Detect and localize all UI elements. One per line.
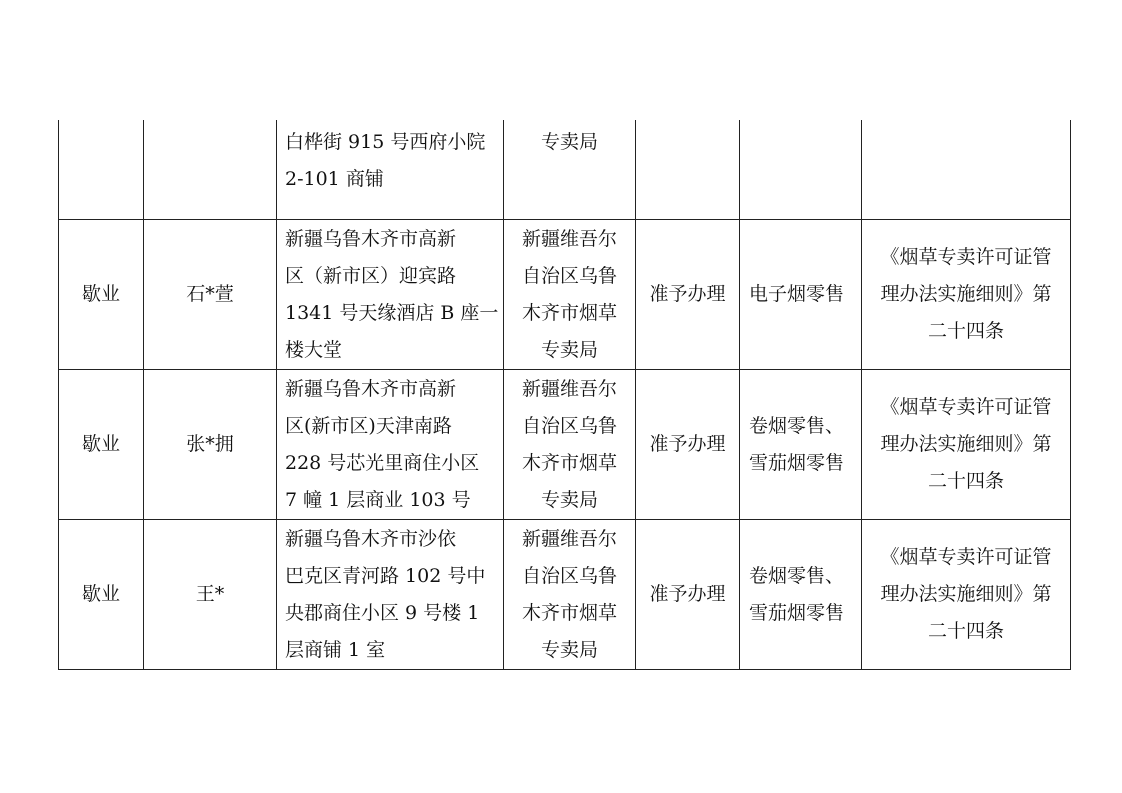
basis-line: 二十四条 <box>927 470 1004 492</box>
address-cell <box>277 370 504 520</box>
scope-cell <box>740 220 862 370</box>
basis-line: 二十四条 <box>927 620 1004 642</box>
basis-line: 理办法实施细则》第 <box>880 283 1052 305</box>
name-cell: 王* <box>144 520 277 670</box>
address-line: 区(新市区)天津南路 <box>285 414 452 437</box>
table-row <box>59 120 1071 220</box>
address-line: 新疆乌鲁木齐市沙依 <box>285 527 457 550</box>
authority-line: 新疆维吾尔 <box>521 527 617 550</box>
scope-line: 电子烟零售 <box>749 283 845 305</box>
authority-cell <box>504 120 636 220</box>
basis-line: 《烟草专卖许可证管 <box>880 546 1052 568</box>
scope-cell <box>740 520 862 670</box>
authority-cell <box>504 220 636 370</box>
basis-line: 理办法实施细则》第 <box>880 433 1052 455</box>
address-line: 7 幢 1 层商业 103 号 <box>285 488 471 511</box>
name-cell: 石*萱 <box>144 220 277 370</box>
table-row <box>59 370 1071 520</box>
table-row <box>59 220 1071 370</box>
basis-cell <box>862 120 1071 220</box>
basis-line: 《烟草专卖许可证管 <box>880 396 1052 418</box>
authority-cell <box>504 520 636 670</box>
scope-cell <box>740 120 862 220</box>
address-line: 区（新市区）迎宾路 <box>285 264 457 287</box>
basis-line: 理办法实施细则》第 <box>880 583 1052 605</box>
decision-cell: 准予办理 <box>636 520 740 670</box>
scope-line: 雪茄烟零售 <box>749 451 845 474</box>
address-line: 巴克区青河路 102 号中 <box>285 564 486 587</box>
authority-line: 木齐市烟草 <box>521 451 617 474</box>
address-line: 层商铺 1 室 <box>285 638 386 661</box>
scope-line: 卷烟零售、 <box>749 564 845 587</box>
table-row <box>59 520 1071 670</box>
authority-line: 专卖局 <box>540 638 598 661</box>
name-cell: 张*拥 <box>144 370 277 520</box>
address-cell <box>277 220 504 370</box>
authority-line: 木齐市烟草 <box>521 601 617 624</box>
authority-line: 新疆维吾尔 <box>521 227 617 250</box>
address-cell <box>277 120 504 220</box>
basis-cell <box>862 520 1071 670</box>
address-line: 2-101 商铺 <box>285 168 384 190</box>
status-cell: 歇业 <box>59 520 144 670</box>
basis-cell <box>862 220 1071 370</box>
address-line: 新疆乌鲁木齐市高新 <box>285 377 457 400</box>
address-line: 新疆乌鲁木齐市高新 <box>285 227 457 250</box>
address-line: 1341 号天缘酒店 B 座一 <box>285 301 499 324</box>
address-line: 楼大堂 <box>285 338 343 361</box>
address-line: 白桦街 915 号西府小院 <box>285 131 486 153</box>
address-cell <box>277 520 504 670</box>
basis-line: 《烟草专卖许可证管 <box>880 246 1052 268</box>
scope-line: 雪茄烟零售 <box>749 601 845 624</box>
license-table <box>58 120 1071 670</box>
address-line: 央郡商住小区 9 号楼 1 <box>285 601 480 624</box>
authority-cell <box>504 370 636 520</box>
scope-cell <box>740 370 862 520</box>
status-cell <box>59 120 144 220</box>
authority-line: 自治区乌鲁 <box>521 264 617 287</box>
basis-line: 二十四条 <box>927 320 1004 342</box>
name-cell <box>144 120 277 220</box>
address-line: 228 号芯光里商住小区 <box>285 451 480 474</box>
authority-line: 专卖局 <box>540 131 598 153</box>
authority-line: 木齐市烟草 <box>521 301 617 324</box>
authority-line: 专卖局 <box>540 488 598 511</box>
scope-line: 卷烟零售、 <box>749 414 845 437</box>
status-cell: 歇业 <box>59 370 144 520</box>
decision-cell: 准予办理 <box>636 370 740 520</box>
basis-cell <box>862 370 1071 520</box>
authority-line: 新疆维吾尔 <box>521 377 617 400</box>
authority-line: 专卖局 <box>540 338 598 361</box>
authority-line: 自治区乌鲁 <box>521 414 617 437</box>
decision-cell <box>636 120 740 220</box>
authority-line: 自治区乌鲁 <box>521 564 617 587</box>
status-cell: 歇业 <box>59 220 144 370</box>
decision-cell: 准予办理 <box>636 220 740 370</box>
